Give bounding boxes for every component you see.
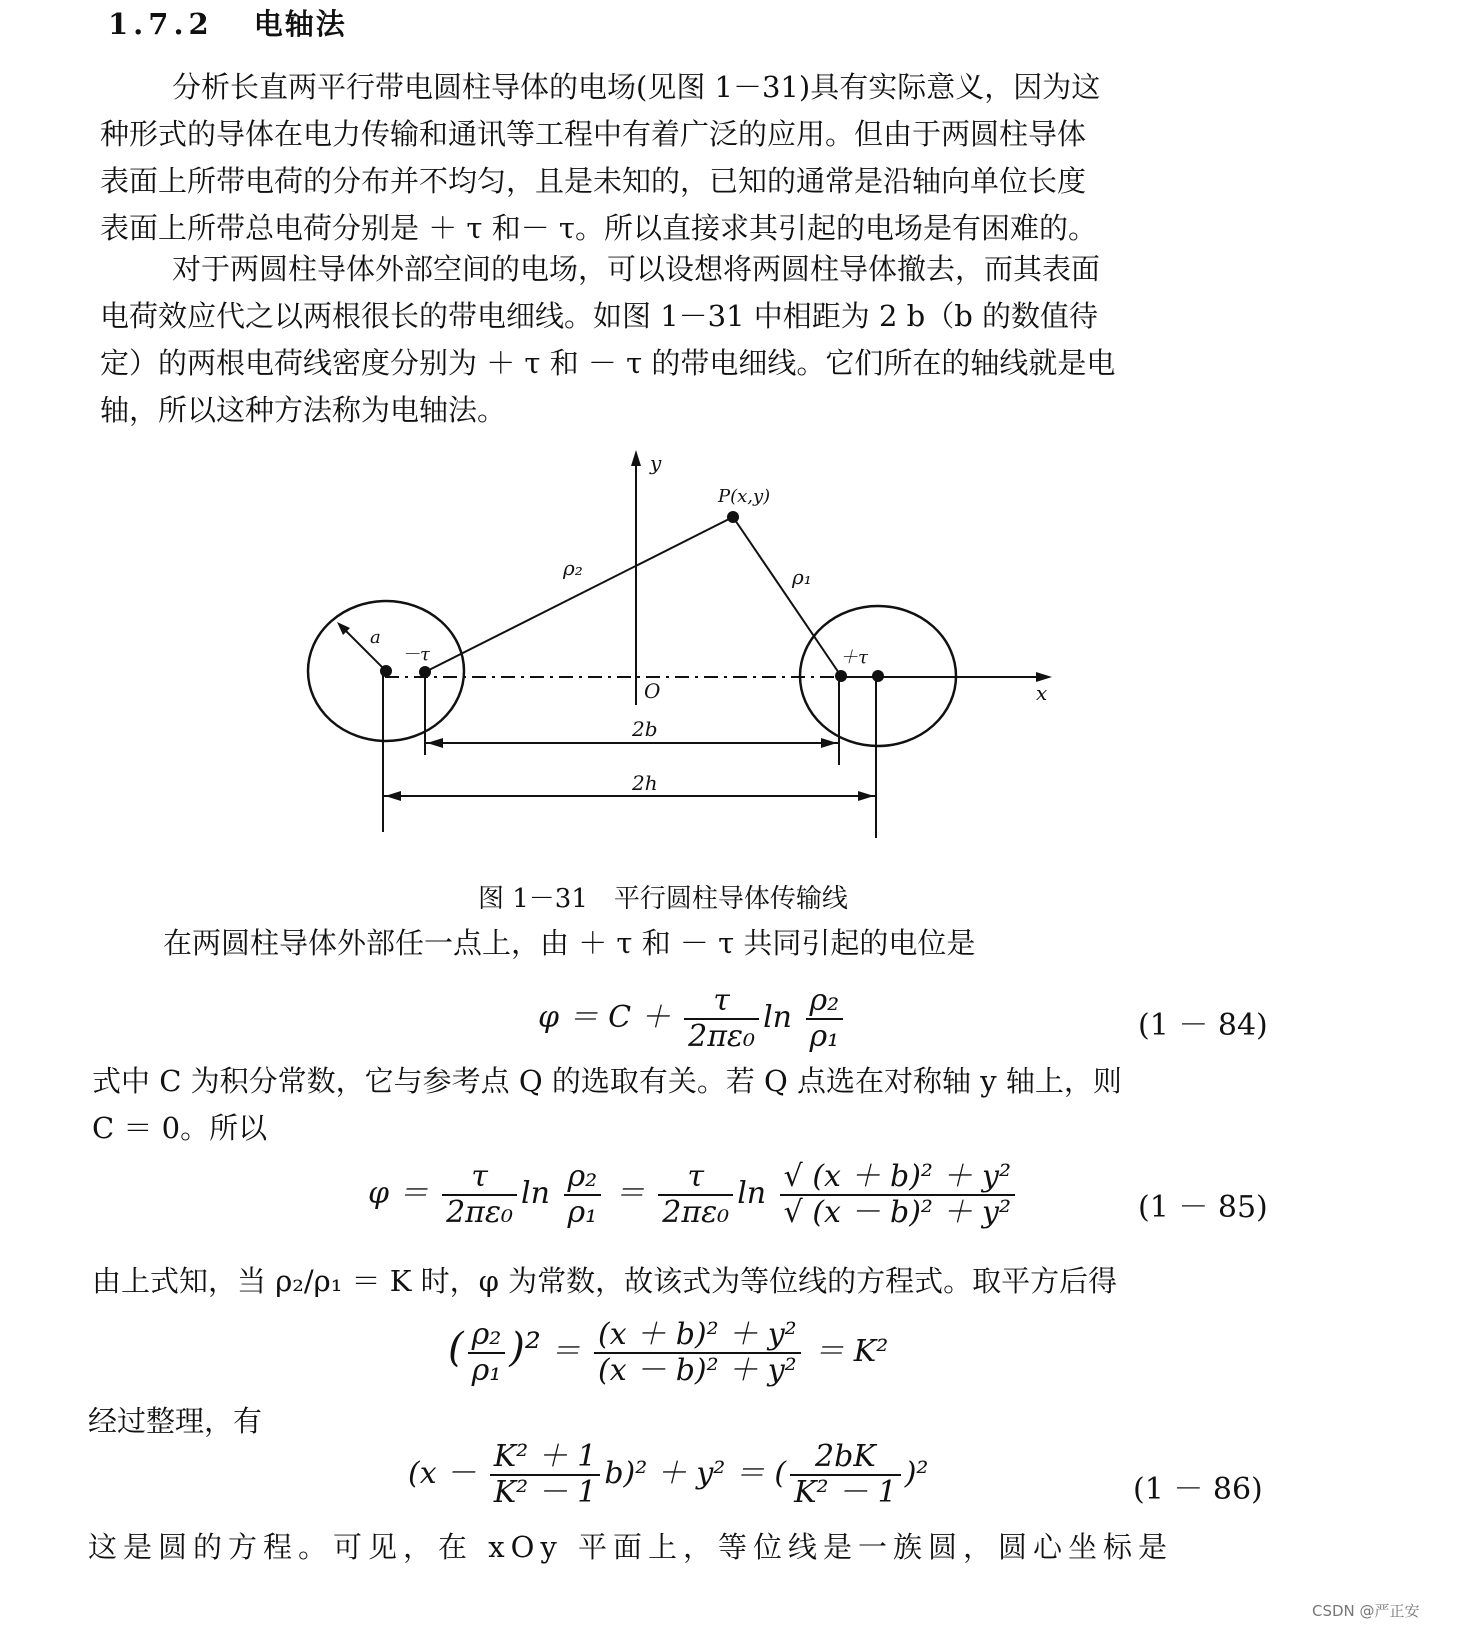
arrow-right-icon	[858, 791, 874, 801]
numerator: √ (x ＋ b)² ＋ y²	[780, 1160, 1015, 1196]
dimension-2h-label: 2h	[632, 771, 658, 795]
fraction	[564, 1160, 602, 1230]
arrow-right-icon	[821, 738, 837, 748]
pos-charge-point	[835, 670, 847, 682]
equation-squared	[448, 1318, 888, 1388]
fraction	[790, 1440, 901, 1510]
origin-label: O	[644, 679, 661, 703]
neg-charge-label: －τ	[402, 644, 430, 665]
fraction	[780, 1160, 1015, 1230]
text-line: 定）的两根电荷线密度分别为 ＋ τ 和 － τ 的带电细线。它们所在的轴线就是电	[100, 346, 1116, 380]
fraction	[490, 1440, 601, 1510]
text-line: 对于两圆柱导体外部空间的电场，可以设想将两圆柱导体撤去，而其表面	[172, 252, 1101, 286]
arrow-left-icon	[427, 738, 443, 748]
x-axis-label: x	[1036, 681, 1048, 705]
paragraph-5: 由上式知，当 ρ₂/ρ₁ ＝ K 时，φ 为常数，故该式为等位线的方程式。取平方后得	[92, 1264, 1118, 1298]
text-line: 分析长直两平行带电圆柱导体的电场(见图 1－31)具有实际意义，因为这	[172, 70, 1101, 104]
ln-operator: ln	[737, 1176, 767, 1211]
ln-operator: ln	[763, 1000, 792, 1035]
eq-middle: b)² ＋ y² ＝ (	[604, 1456, 787, 1491]
pos-charge-label: ＋τ	[840, 647, 868, 668]
fraction	[658, 1160, 733, 1230]
eq-lhs: φ ＝	[368, 1176, 429, 1211]
denominator: 2πε₀	[688, 1019, 756, 1054]
text-line: 种形式的导体在电力传输和通讯等工程中有着广泛的应用。但由于两圆柱导体	[100, 117, 1087, 151]
rho1-line	[733, 517, 841, 676]
y-axis-label: y	[650, 451, 662, 475]
point-p	[727, 511, 739, 523]
denominator: K² － 1	[794, 1475, 897, 1510]
fraction	[442, 1160, 517, 1230]
fraction	[594, 1318, 801, 1388]
section-number: 1.7.2	[108, 7, 214, 41]
paragraph-4	[92, 1058, 1122, 1152]
numerator: τ	[684, 984, 759, 1020]
left-center-point	[380, 665, 392, 677]
fraction	[684, 984, 759, 1054]
paren-left: (	[448, 1325, 464, 1371]
y-axis-arrow-icon	[631, 450, 641, 466]
paragraph-3: 在两圆柱导体外部任一点上，由 ＋ τ 和 － τ 共同引起的电位是	[163, 926, 976, 960]
figure-1-31	[290, 445, 1090, 845]
equals-sign: ＝	[614, 1176, 645, 1211]
arrow-left-icon	[385, 791, 401, 801]
equation-1-86	[408, 1440, 928, 1510]
numerator: ρ₂	[806, 984, 844, 1020]
eq-rhs: ＝ K²	[814, 1334, 889, 1369]
denominator: ρ₁	[471, 1353, 502, 1388]
denominator: (x － b)² ＋ y²	[598, 1353, 797, 1388]
fraction	[806, 984, 844, 1054]
numerator: 2bK	[790, 1440, 901, 1476]
equation-number: (1 － 84)	[1138, 1008, 1268, 1043]
numerator: τ	[442, 1160, 517, 1196]
section-heading	[108, 2, 347, 43]
watermark: CSDN @严正安	[1312, 1602, 1420, 1620]
numerator: τ	[658, 1160, 733, 1196]
text-line: 表面上所带总电荷分别是 ＋ τ 和－ τ。所以直接求其引起的电场是有困难的。	[100, 211, 1097, 245]
text-line: 轴，所以这种方法称为电轴法。	[100, 393, 507, 427]
equals-sign: ＝	[550, 1334, 581, 1369]
ln-operator: ln	[521, 1176, 550, 1211]
numerator: (x ＋ b)² ＋ y²	[594, 1318, 801, 1354]
eq-rhs: )²	[904, 1456, 929, 1491]
paren-right: )²	[509, 1325, 541, 1371]
section-title: 电轴法	[253, 7, 347, 41]
numerator: ρ₂	[564, 1160, 602, 1196]
denominator: 2πε₀	[662, 1195, 730, 1230]
equation-number: (1 － 86)	[1133, 1472, 1263, 1507]
denominator: ρ₁	[567, 1195, 598, 1230]
denominator: K² － 1	[493, 1475, 597, 1510]
text-line: 式中 C 为积分常数，它与参考点 Q 的选取有关。若 Q 点选在对称轴 y 轴上，则	[92, 1064, 1122, 1098]
radius-label: a	[370, 627, 381, 648]
eq-lhs: (x －	[408, 1456, 477, 1491]
rho2-line	[425, 517, 733, 672]
paragraph-7: 这是圆的方程。可见，在 xOy 平面上，等位线是一族圆，圆心坐标是	[88, 1530, 1173, 1564]
eq-lhs: φ ＝ C ＋	[538, 1000, 671, 1035]
equation-1-84	[538, 984, 847, 1054]
dimension-2b-label: 2b	[632, 717, 658, 741]
equation-number: (1 － 85)	[1138, 1190, 1268, 1225]
paragraph-2	[100, 246, 1115, 434]
denominator: ρ₁	[809, 1019, 840, 1054]
text-line: 表面上所带电荷的分布并不均匀，且是未知的，已知的通常是沿轴向单位长度	[100, 164, 1087, 198]
denominator: 2πε₀	[446, 1195, 514, 1230]
fraction	[468, 1318, 506, 1388]
right-center-point	[872, 670, 884, 682]
denominator: √ (x － b)² ＋ y²	[783, 1195, 1012, 1230]
text-line: 电荷效应代之以两根很长的带电细线。如图 1－31 中相距为 2 b（b 的数值待	[100, 299, 1099, 333]
numerator: K² ＋ 1	[490, 1440, 601, 1476]
rho1-label: ρ₁	[792, 565, 812, 589]
text-line: C ＝ 0。所以	[92, 1111, 268, 1145]
point-p-label: P(x,y)	[718, 486, 771, 507]
paragraph-6: 经过整理，有	[88, 1404, 263, 1438]
equation-1-85	[368, 1160, 1019, 1230]
numerator: ρ₂	[468, 1318, 506, 1354]
rho2-label: ρ₂	[563, 556, 583, 580]
figure-caption: 图 1－31 平行圆柱导体传输线	[478, 884, 848, 914]
paragraph-1	[100, 64, 1100, 252]
